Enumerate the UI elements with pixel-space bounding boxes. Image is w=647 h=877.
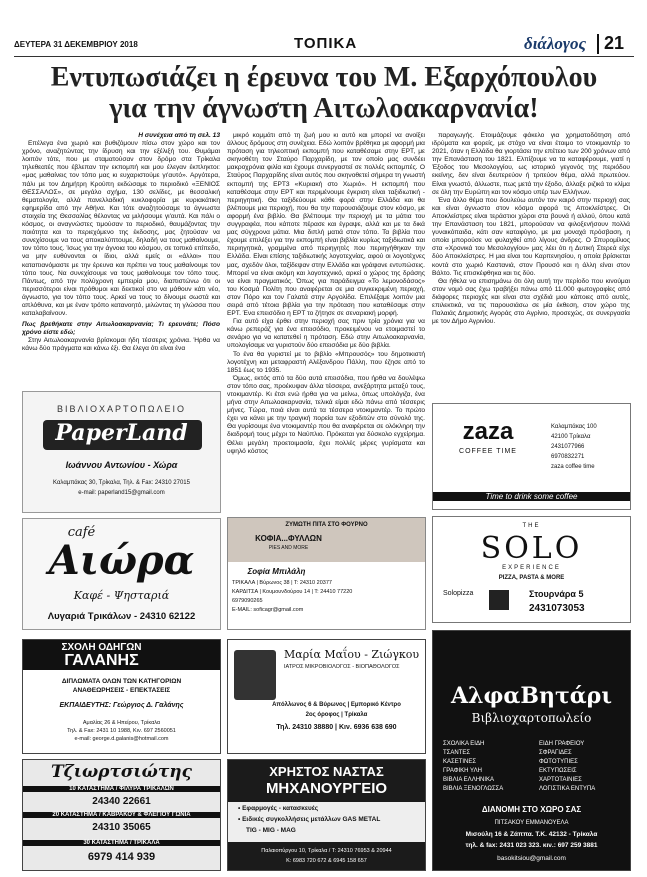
newspaper-logo: διάλογος [524, 34, 587, 53]
ad-address: Απόλλωνος 6 & Βύρωνος | Εμπορικό Κέντρο [272, 702, 401, 708]
ad-mobile: 6970832271 [551, 454, 585, 460]
ad-store-3: 30 ΚΑΤΑΣΤΗΜΑ / ΤΡΙΚΑΛΑ [23, 840, 220, 846]
ad-solo [432, 516, 631, 623]
title-line-2: για την άγνωστη Αιτωλοακαρνανία! [109, 93, 539, 124]
ad-list-item: ΒΙΒΛΙΑ ΕΛΛΗΝΙΚΑ [443, 777, 495, 783]
ad-nastas [227, 759, 426, 871]
paragraph: Στην Αιτωλοακαρνανία βρίσκομαι ήδη τέσσερις χρόνια. Ήρθα να κάνω δύο πράγματα και κάνω έξι. Θα έλεγα ότι είναι ένα [22, 337, 220, 353]
ad-menu: PIZZA, PASTA & MORE [498, 575, 565, 581]
ad-service: • Εφαρμογές - κατασκευές [238, 805, 319, 812]
ad-owner: Ιωάννου Αντωνίου - Χώρα [65, 460, 178, 470]
ad-phone: 2431077966 [551, 444, 585, 450]
ad-list-item: ΧΑΡΤΟΤΑΙΝΙΕΣ [539, 777, 582, 783]
ad-list-item: ΛΟΓΙΣΤΙΚΑ ΕΝΤΥΠΑ [539, 786, 596, 792]
ad-brand-name: zaza [462, 418, 514, 445]
ad-address: Παλαιοπύργου 10, Τρίκαλα / Τ: 24310 76953 & 20944 [261, 848, 392, 854]
ad-brand-name: ΧΡΗΣΤΟΣ ΝΑΣΤΑΣ [269, 764, 384, 779]
ad-experience: EXPERIENCE [502, 565, 561, 571]
ad-aiora [22, 518, 221, 630]
paragraph: παραγωγής. Ετοιμάζουμε φάκελο για χρηματοδότηση από ιδρύματα και φορείς, με στόχο να είναι έτοιμο το ντοκιμαντέρ το 2021, όταν η Ελλάδα θα γιορτάσει την επέτειο των 200 χρόνων από την Επανάσταση του 1821. Ελπίζουμε να τα καταφέρουμε, γιατί η Έξοδος του Μεσολογγίου, ως ιστορικό γεγονός της περιόδου εκείνης, δεν είναι δευτερεύον ή τριτεύον θέμα, αλλά πρωτεύον. Είναι γνωστό, άλλωστε, πως μετά την έξοδο, άλλαξε ριζικά το κλίμα σε όλη την Ευρώπη και τον κόσμο υπέρ των Ελλήνων. [432, 132, 630, 196]
ad-postcode: 42100 Τρίκαλα [551, 434, 591, 440]
ad-sofia-pies [227, 517, 426, 630]
ad-address: Καλαμπάκας 100 [551, 424, 597, 430]
ad-email: basokitsiou@gmail.com [497, 855, 566, 862]
continuation-note: Η συνέχεια από τη σελ. 13 [138, 132, 220, 139]
ad-service: TIG - MIG - MAG [246, 827, 296, 834]
ad-address: Μισούλη 16 & Ζάππα. Τ.Κ. 42132 - Τρίκαλα [465, 831, 598, 838]
paragraph: Για αυτό είχα έρθει στην περιοχή σας πριν τρία χρόνια για να κάνω ρεπεράζ για ένα επεισόδιο, προκειμένου να ετοιμαστεί το σενάριο για να κατατεθεί η πρόταση. Εδώ στην Αιτωλοακαρνανία, υπολογίσαμε να γυριστούν δύο επεισόδια με δύο βιβλία. [227, 318, 425, 350]
ad-owner: Σοφία Μπιλάλη [247, 567, 306, 576]
ad-brand-sub: COFFEE TIME [459, 448, 517, 455]
ad-line: ΚΑΡΔΙΤΣΑ | Κουμουνδούρου 14 | Τ: 24410 77220 [232, 589, 353, 595]
ad-list-left [443, 740, 533, 794]
paragraph: Επέλεγα ένα χωριό και βυθιζόμουν πίσω στον χώρο και τον χρόνο, αναζητώντας την ίδρυση και την εξέλιξή του. Θυμάμαι λοιπόν τότε, που με σταματούσαν στον δρόμο στα Τρίκαλα τηλεθεατές που έβλεπαν την εκπομπή και μου έλεγαν έκπληκτοι: «μας μαθαίνεις τον τόπο μας κι ευχαριστούμε γι'αυτό». Αργότερα, πάλι με τον Δημήτρη Κρούπη εκδώσαμε το περιοδικό «ΞΕΝΙΟΣ ΘΕΣΣΑΛΟΣ», σε μεγάλο σχήμα, 130 σελίδες, με θεσσαλική θεματολογία, αλλά πανελλαδική κυκλοφορία με κυριακάτικη εφημερίδα από την Αθήνα. Και τότε αναζητούσαμε τα άγνωστα στοιχεία της Θεσσαλίας θέλοντας να μιλήσουμε γι'αυτά. Και πάλι ο κόσμος, οι αναγνώστες τιμούσαν το περιοδικό, θαυμάζοντας την ποιότητα και το περιεχόμενο της έκδοσης, μας ζητούσαν να συνεχίσουμε να τους αποκαλύπτουμε, δηλαδή να τους μαθαίνουμε, τον τόπο τους. Ίσως για την άγνοια του κόσμου, σε τοπικό επίπεδο, να μην ευθύνονται οι ίδιοι, αλλά εμείς οι «άλλοι» που καταπιανόμαστε με την έρευνα και πρέπει να τους μαθαίνουμε τον τόπο τους. Να συνεχίσουμε να τους μαθαίνουμε τον τόπο τους. Πάντως, από την πολύχρονη εμπειρία μου, διαπιστώνω ότι οι περισσότεροι είναι πρόθυμοι και δεκτικοί στο να μάθουν κάτι νέο, άγνωστο, για τον τόπο τους. Αρκεί να τους το δίνουμε σωστά και απλόθυνα, και με έναν τρόπο κατανοητό, μιλώντας τη γλώσσα που καταλαβαίνουν. [22, 140, 220, 318]
section-title: ΤΟΠΙΚΑ [294, 35, 358, 52]
ad-list-item: ΣΦΡΑΓΙΔΕΣ [539, 750, 572, 756]
ad-teacher: ΕΚΠΑΙΔΕΥΤΗΣ: Γεώργιος Δ. Γαλάνης [59, 702, 184, 709]
ad-line: ΤΡΙΚΑΛΑ | Βύρωνος 38 | Τ: 24310 20377 [232, 580, 332, 586]
paragraph: μικρό κομμάτι από τη ζωή μου κι αυτό και μπορεί να ανοίξει άλλους δρόμους στη συνέχεια. Εδώ λοιπόν βρέθηκα με αφορμή μια πρόταση για τηλεοπτική εκπομπή που καταθέσαμε στην ΕΡΤ, με σκηνοθέτη τον Σταύρο Παρχαρίδη, με τον οποίο μας συνδέει μακροχρόνια φιλία και έχουμε συνεργαστεί σε πολλές εκπομπές. Ο Σταύρος Παρχαρίδης είναι αυτός που σκηνοθετεί σήμερα τη γνωστή εκπομπή της ΕΡΤ3 «Κυριακή στο Χωριό». Η εκπομπή που καταθέσαμε στην ΕΡΤ και περιμένουμε έγκριση είναι ταξιδιωτική - περιηγητική. Θα ταξιδεύουμε κάθε φορά στην Ελλάδα και θα βλέπουμε μια περιοχή, που θα την παρουσιάζουμε στον κόσμο, με αφορμή ένα βιβλίο. Θα βλέπουμε την περιοχή με τα μάτια του συγγραφέα, που κάποτε πέρασε και έγραψε, αλλά και με τα δικά μας σύγχρονα μάτια. Μια διπλή ματιά στον τόπο. Τα βιβλία που έχουμε επιλέξει για την εκπομπή είναι βιβλία κυρίως ταξιδιωτικά και περιηγητικά, γραμμένα από περιηγητές που περιηγήθηκαν την Ελλάδα. Είναι επίσης ταξιδιωτικής λογοτεχνίας, αφού οι λογοτέχνες μας, σχεδόν όλοι, ταξίδεψαν στην Ελλάδα και γράψανε εντυπώσεις. Μπορεί να είναι ακόμη και λογοτεχνικό, αρκεί ο χώρος της δράσης να είναι πραγματικός. Όπως για παράδειγμα «Το λεμονοδάσος» του Κοσμά Πολίτη που αναφέρεται σε μια συγκεκριμένη περιοχή, στον Πόρο και τον Γαλατά στην Αργολίδα. Επιλέξαμε λοιπόν μια σειρά από τέτοια βιβλία για την πρόταση που καταθέσαμε στην ΕΡΤ. Ένα επεισόδιο η ΕΡΤ το ζήτησε σε σεναριακή μορφή. [227, 132, 425, 318]
ad-list-item: ΒΙΒΛΙΑ ΞΕΝΟΓΛΩΣΣΑ [443, 786, 504, 792]
ad-shop-sub: PIES AND MORE [268, 545, 309, 551]
ad-galanis [22, 639, 221, 754]
ad-phone: Λυγαριά Τρικάλων - 24310 62122 [47, 611, 196, 622]
ad-brand-name: PaperLand [55, 420, 188, 446]
ad-brand-name: ΑλφαΒητάρι [451, 683, 612, 709]
ad-mobile: Κ: 6983 720 672 & 6945 158 657 [286, 858, 367, 864]
ad-brand-name: Μαρία Μαΐου - Ζιώγκου [284, 648, 420, 661]
ad-category: ΒΙΒΛΙΟΧΑΡΤΟΠΩΛΕΙΟ [56, 404, 187, 414]
ad-list-item: ΦΩΤΟΤΥΠΙΕΣ [539, 759, 578, 765]
header-divider [597, 34, 599, 54]
medical-icon [234, 650, 276, 700]
paragraph: Ένα άλλο θέμα που δουλεύω αυτόν τον καιρό στην περιοχή σας και είναι άγνωστο στον κόσμο αφορά τις Αποκλείστρες. Οι Αποκλείστρες είναι τεράστιοι χώροι στα βουνά ή αλλού, όπου κατά την Επανάσταση του 1821, μπορούσαν να φιλοξενήσουν πολλά γυναικόπαιδα, κάτι σαν καταφύγιο, με μια μοναχά πρόσβαση, η οποία μπορούσε να φυλαχθεί από λίγους άνδρες. Ο Σπυρομίλιος στα «Χρονικά του Μεσολογγίου» μας λέει ότι η Δυτική Στερεά είχε δύο Αποκλείστρες. Η μια είναι του Καρπενησίου, η οποία βρίσκεται κοντά στο χωριό Καστανιά, στον Προυσό και η άλλη είναι στον Βάλτο. Τις επισκέφθηκα και τις δύο. [432, 196, 630, 277]
title-line-1: Εντυπωσιάζει η έρευνα του Μ. Εξαρχόπουλου [50, 62, 598, 93]
issue-date: ΔΕΥΤΕΡΑ 31 ΔΕΚΕΜΒΡΙΟΥ 2018 [14, 40, 138, 49]
article-column-3 [432, 132, 630, 398]
ad-tsiortsiotis [22, 759, 221, 871]
article-title [14, 62, 634, 124]
ad-brand-sub: Βιβλιοχαρτοπωλείο [471, 711, 592, 725]
ad-phone: 6979090265 [232, 598, 263, 604]
ad-line: ΑΝΑΘΕΩΡΗΣΕΙΣ - ΕΠΕΚΤΑΣΕΙΣ [72, 687, 171, 694]
ad-store-1: 10 ΚΑΤΑΣΤΗΜΑ / ΦΙΛΥΡΑ ΤΡΙΚΑΛΩΝ [23, 786, 220, 792]
ad-store-2: 20 ΚΑΤΑΣΤΗΜΑ / ΚΑΒΡΑΚΟΥ & ΦΛΕΓΙΟΥ ΓΩΝΙΑ [23, 812, 220, 818]
page-header [14, 34, 634, 57]
ad-email: e-mail: paperland15@gmail.com [78, 490, 165, 496]
ad-brand-name: ΓΑΛΑΝΗΣ [64, 652, 139, 669]
ad-phone: τηλ. & fax: 2431 023 323. κιν.: 697 259 3881 [465, 842, 598, 849]
article-column-1 [22, 132, 220, 386]
qr-code-icon [489, 590, 509, 610]
ad-phone: Τηλ. & Fax: 2431 10 1988, Κιν. 697 2560051 [67, 728, 176, 734]
ad-facebook: Solopizza [443, 590, 474, 597]
paragraph: Θα ήθελα να επισημάνω ότι όλη αυτή την περίοδο που κινούμαι στον νομό σας έχω τραβήξει πάνω από 11.000 φωτογραφίες από διάφορες περιοχές και είναι στα σχέδιά μου κάποιες από αυτές, επιλεκτικά, να τις παρουσιάσω σε μία έκθεση, στον χώρο της Παλαιάς Δημοτικής Αγοράς στο Αγρίνιο, προσεχώς, σε συνεργασία με τον Δήμο Αγρινίου. [432, 277, 630, 326]
ad-owner: ΠΙΤΣΑΚΟΥ ΕΜΜΑΝΟΥΕΛΑ [494, 820, 569, 826]
ad-slogan: Time to drink some coffee [433, 492, 630, 501]
ad-school-label: ΣΧΟΛΗ ΟΔΗΓΩΝ [61, 642, 142, 653]
ad-zaza [432, 403, 631, 510]
ad-phone: 2431073053 [529, 603, 585, 614]
ad-banner: ΖΥΜΩΤΗ ΠΙΤΑ ΣΤΟ ΦΟΥΡΝΟ [285, 522, 368, 528]
ad-brand-name: SOLO [480, 531, 583, 566]
ad-address: Καλαμπάκας 30, Τρίκαλα, Τηλ. & Fax: 24310 27015 [53, 480, 190, 486]
ad-email: e-mail: george.d.galanis@hotmail.com [74, 736, 169, 742]
ad-tagline: Καφέ - Ψησταριά [73, 589, 170, 602]
ad-phone: Τηλ. 24310 38880 | Κιν. 6936 638 690 [276, 724, 397, 731]
ad-address: Στουρνάρα 5 [529, 589, 584, 599]
ad-list-item: ΕΙΔΗ ΓΡΑΦΕΙΟΥ [539, 741, 585, 747]
page-number: 21 [604, 33, 625, 53]
ad-list-item: ΚΑΣΕΤΙΝΕΣ [443, 759, 477, 765]
ad-line: ΔΙΠΛΩΜΑΤΑ ΟΛΩΝ ΤΩΝ ΚΑΤΗΓΟΡΙΩΝ [61, 678, 182, 685]
ad-service: • Ειδικές συγκολλήσεις μετάλλων GAS METAL [238, 816, 381, 823]
ad-brand-name: Αιώρα [48, 537, 195, 584]
ad-delivery: ΔΙΑΝΟΜΗ ΣΤΟ ΧΩΡΟ ΣΑΣ [481, 805, 582, 814]
ad-address: Αμαλίας 26 & Ηπείρου, Τρίκαλα [82, 720, 161, 726]
paragraph: Το ένα θα γυριστεί με το βιβλίο «Μπρουσός» του δημοτικιστή λογοτέχνη και μεταφραστή Αλέξανδρου Πάλλη, που έζησε από το 1851 έως το 1935. [227, 350, 425, 374]
ad-phone-2: 24310 35065 [92, 822, 151, 833]
ad-email: E-MAIL: soficagr@gmail.com [232, 607, 304, 613]
ad-list-right [539, 740, 629, 794]
ad-cafe-label: café [67, 525, 96, 540]
ad-phone-3: 6979 414 939 [87, 851, 156, 863]
ad-facebook: zaza coffee time [551, 464, 595, 470]
ad-brand-name: Τζιωρτσιώτης [51, 762, 192, 782]
ad-list-item: ΣΧΟΛΙΚΑ ΕΙΔΗ [443, 741, 485, 747]
ad-shop-name: ΚΟΦΙΑ...ΦΥΛΛΩΝ [255, 534, 322, 543]
ad-title: ΙΑΤΡΟΣ ΜΙΚΡΟΒΙΟΛΟΓΟΣ - ΒΙΟΠΑΘΟΛΟΓΟΣ [284, 664, 400, 670]
paragraph: Όμως, εκτός από τα δύο αυτά επεισόδια, που ήρθα να δουλέψω στον τόπο σας, προέκυψαν άλλα τέσσερα, ανεξάρτητα μεταξύ τους, ντοκιμαντέρ. Κι έτσι ενώ ήρθα για να μείνω, όπως υπολόγιζα, ένα μήνα στην Αιτωλοακαρνανία, τελικά είμαι εδώ πάνω από τέσσερις μήνες. Τώρα, ποιά είναι αυτά τα τέσσερα ντοκιμαντέρ. Το πρώτο έχει να κάνει με την τραγική πορεία των εξοδιτών στο σύνολό της. Θα γυρίσουμε ένα ντοκιμαντέρ που θα αναφέρεται σε ολόκληρη την διαδρομή τους μέχρι το Ναύπλιο. Πρόκειται για δύσκολο εγχείρημα. Θέλει μεγάλη προετοιμασία, έχει πολλές μέρες γυρίσματα και υψηλό κόστος [227, 374, 425, 455]
ad-phone-1: 24340 22661 [92, 796, 151, 807]
ad-maria [227, 639, 426, 754]
ad-floor: 2ος όροφος | Τρίκαλα [305, 712, 368, 718]
ad-brand-sub: ΜΗΧΑΝΟΥΡΓΕΙΟ [265, 780, 388, 797]
ad-paperland [22, 391, 221, 513]
ad-alfavitari [432, 630, 631, 871]
ad-the: THE [522, 523, 541, 529]
article-column-2 [227, 132, 425, 496]
ad-list-item: ΓΡΑΦΙΚΗ ΥΛΗ [443, 768, 482, 774]
ad-list-item: ΤΣΑΝΤΕΣ [443, 750, 471, 756]
ad-list-item: ΕΚΤΥΠΩΣΕΙΣ [539, 768, 577, 774]
subheading: Πως βρεθήκατε στην Αιτωλοακαρνανία; Τι ερευνάτε; Πόσο χρόνο είστε εδώ; [22, 321, 220, 337]
